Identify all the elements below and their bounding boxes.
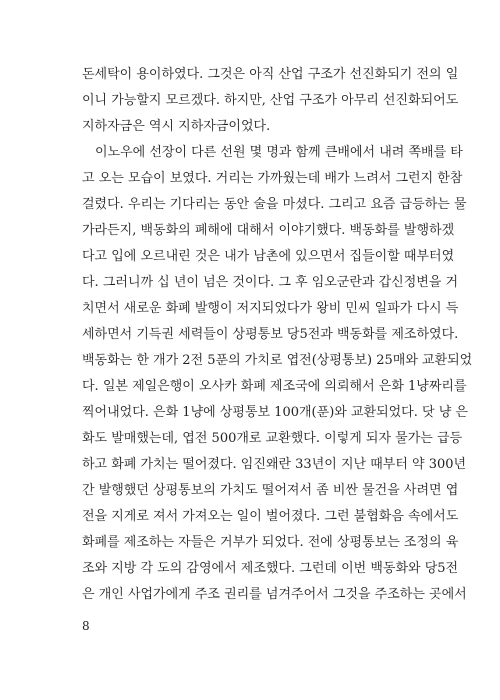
text-line: 하고 화폐 가치는 떨어졌다. 임진왜란 33년이 지난 때부터 약 300년 (82, 457, 467, 472)
text-line: 다고 입에 오르내린 것은 내가 남촌에 있으면서 집들이할 때부터였 (82, 249, 455, 264)
text-line: 다. 일본 제일은행이 오사카 화폐 제조국에 의뢰해서 은화 1냥짜리를 (82, 379, 467, 394)
paragraph-1 (82, 62, 459, 140)
text-line: 고 오는 모습이 보였다. 거리는 가까웠는데 배가 느려서 그런지 한참 (82, 171, 463, 186)
text-line: 찍어내었다. 은화 1냥에 상평통보 100개(푼)와 교환되었다. 닷 냥 은 (82, 405, 468, 420)
text-line: 돈세탁이 용이하였다. 그것은 아직 산업 구조가 선진화되기 전의 일 (82, 67, 459, 82)
body-text (82, 62, 473, 608)
text-line: 이니 가능할지 모르겠다. 하지만, 산업 구조가 아무리 선진화되어도 (82, 93, 459, 108)
text-line: 이노우에 선장이 다른 선원 몇 명과 함께 큰배에서 내려 쪽배를 타 (95, 145, 463, 160)
text-line: 다. 그러니까 십 년이 넘은 것이다. 그 후 임오군란과 갑신정변을 거 (82, 275, 459, 290)
text-line: 화폐를 제조하는 자들은 거부가 되었다. 전에 상평통보는 조정의 육 (82, 535, 459, 550)
text-line: 가라든지, 백동화의 폐해에 대해서 이야기했다. 백동화를 발행하겠 (82, 223, 455, 238)
text-line: 백동화는 한 개가 2전 5푼의 가치로 엽전(상평통보) 25매와 교환되었 (82, 353, 473, 368)
text-line: 은 개인 사업가에게 주조 권리를 넘겨주어서 그것을 주조하는 곳에서 (82, 587, 467, 602)
text-line: 걸렸다. 우리는 기다리는 동안 술을 마셨다. 그리고 요즘 급등하는 물 (82, 197, 467, 212)
text-line: 세하면서 기득권 세력들이 상평통보 당5전과 백동화를 제조하였다. (82, 327, 459, 342)
text-line: 간 발행했던 상평통보의 가치도 떨어져서 좀 비싼 물건을 사려면 엽 (82, 483, 459, 498)
text-line: 조와 지방 각 도의 감영에서 제조했다. 그런데 이번 백동화와 당5전 (82, 561, 459, 576)
paragraph-2 (82, 140, 473, 608)
text-line: 지하자금은 역시 지하자금이었다. (82, 119, 271, 134)
text-line: 화도 발매했는데, 엽전 500개로 교환했다. 이렇게 되자 물가는 급등 (82, 431, 463, 446)
page-number: 8 (82, 619, 90, 633)
text-line: 치면서 새로운 화폐 발행이 저지되었다가 왕비 민씨 일파가 다시 득 (82, 301, 459, 316)
text-line: 전을 지게로 져서 가져오는 일이 벌어졌다. 그런 불협화음 속에서도 (82, 509, 459, 524)
